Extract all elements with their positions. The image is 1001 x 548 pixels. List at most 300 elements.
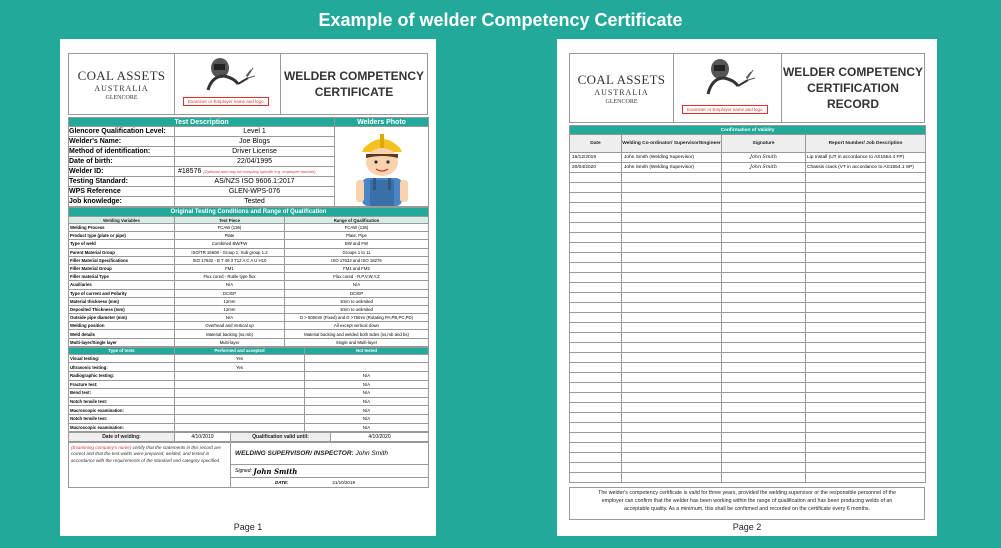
test-type: Visual testing: bbox=[69, 354, 175, 363]
validity-supervisor: John Smith (Welding Supervisor) bbox=[622, 163, 722, 173]
validity-signature bbox=[722, 203, 806, 213]
validity-report bbox=[806, 233, 926, 243]
condition-range: D > 500mm (Fixed) and D >75mm (Rotating PA,PB,PC,PD) bbox=[285, 314, 429, 322]
condition-test-piece: N/A bbox=[175, 281, 285, 289]
logo-line2: AUSTRALIA bbox=[94, 83, 149, 93]
validity-date: 16/12/2019 bbox=[570, 153, 622, 163]
validity-date bbox=[570, 233, 622, 243]
validity-report bbox=[806, 423, 926, 433]
validity-date bbox=[570, 423, 622, 433]
tests-body bbox=[69, 354, 429, 431]
validity-signature bbox=[722, 403, 806, 413]
condition-range: All except vertical down bbox=[285, 322, 429, 330]
validity-supervisor bbox=[622, 303, 722, 313]
validity-row bbox=[570, 353, 926, 363]
validity-supervisor bbox=[622, 273, 722, 283]
test-performed: Yes bbox=[175, 363, 305, 372]
validity-signature bbox=[722, 443, 806, 453]
tests-header: Type of tests bbox=[69, 347, 175, 354]
validity-row bbox=[570, 293, 926, 303]
logo-line1: COAL ASSETS bbox=[77, 67, 166, 83]
validity-date bbox=[570, 173, 622, 183]
validity-dates-table bbox=[68, 432, 429, 442]
validity-supervisor: John Smith (Welding Supervisor) bbox=[622, 153, 722, 163]
validity-report: Chassis crack (VT in accordance to AS1554.1 SP) bbox=[806, 163, 926, 173]
validity-row bbox=[570, 463, 926, 473]
validity-supervisor bbox=[622, 433, 722, 443]
tests-table bbox=[68, 347, 429, 432]
certification-table bbox=[68, 442, 429, 488]
condition-range: N/A bbox=[285, 281, 429, 289]
validity-date bbox=[570, 193, 622, 203]
condition-range: Plate, Pipe bbox=[285, 232, 429, 240]
condition-variable: Parent Material Group bbox=[69, 248, 175, 256]
validity-supervisor bbox=[622, 233, 722, 243]
validity-report bbox=[806, 303, 926, 313]
conditions-table bbox=[68, 207, 429, 347]
condition-range: Single and Multi-layer bbox=[285, 338, 429, 346]
condition-row bbox=[69, 330, 429, 338]
validity-supervisor bbox=[622, 383, 722, 393]
test-performed bbox=[175, 423, 305, 432]
condition-row bbox=[69, 248, 429, 256]
condition-variable: Multi-layer/Single layer bbox=[69, 338, 175, 346]
validity-signature bbox=[722, 183, 806, 193]
validity-date bbox=[570, 463, 622, 473]
validity-signature bbox=[722, 363, 806, 373]
validity-date bbox=[570, 273, 622, 283]
condition-variable: Type of current and Polarity bbox=[69, 289, 175, 297]
condition-row bbox=[69, 322, 429, 330]
test-performed bbox=[175, 389, 305, 398]
cond-header: Range of Qualification bbox=[285, 217, 429, 224]
validity-date bbox=[570, 223, 622, 233]
cond-header: Welding Variables bbox=[69, 217, 175, 224]
validity-supervisor bbox=[622, 373, 722, 383]
examiner-logo-placeholder: Examiner or Employer name and logo bbox=[682, 105, 768, 114]
condition-row bbox=[69, 232, 429, 240]
col-header: Date bbox=[570, 135, 622, 153]
condition-range: Material backing and welded both sides (ss,mb and bs) bbox=[285, 330, 429, 338]
condition-variable: Welding Process bbox=[69, 224, 175, 232]
validity-supervisor bbox=[622, 263, 722, 273]
condition-variable: Auxiliaries bbox=[69, 281, 175, 289]
welder-id-note: (Optional and may be company specific e.g. employee number) bbox=[203, 169, 316, 174]
condition-test-piece: Material backing (ss,mb) bbox=[175, 330, 285, 338]
validity-supervisor bbox=[622, 213, 722, 223]
validity-row bbox=[570, 333, 926, 343]
validity-date bbox=[570, 413, 622, 423]
validity-report bbox=[806, 213, 926, 223]
test-performed bbox=[175, 380, 305, 389]
validity-report bbox=[806, 313, 926, 323]
validity-signature bbox=[722, 323, 806, 333]
validity-row bbox=[570, 433, 926, 443]
validity-date bbox=[570, 283, 622, 293]
condition-test-piece: Combined BW/FW bbox=[175, 240, 285, 248]
confirmation-header: Confirmation of Validity bbox=[570, 126, 926, 135]
certificate-page-1 bbox=[60, 39, 436, 536]
condition-test-piece: ISO 17632 - B T 49 3 T12 A C A U H10 bbox=[175, 256, 285, 264]
welders-photo-header: Welders Photo bbox=[335, 118, 429, 127]
condition-variable: Filler Material Group bbox=[69, 264, 175, 272]
test-not-tested bbox=[305, 363, 429, 372]
condition-range: Flux cored - R,P,V,W,Y,Z bbox=[285, 273, 429, 281]
validity-report bbox=[806, 333, 926, 343]
validity-supervisor bbox=[622, 183, 722, 193]
validity-row bbox=[570, 223, 926, 233]
validity-row bbox=[570, 403, 926, 413]
inspector-block bbox=[231, 443, 429, 488]
validity-report bbox=[806, 263, 926, 273]
condition-range: FCAW (136) bbox=[285, 224, 429, 232]
valid-until-value: 4/10/2020 bbox=[331, 433, 429, 442]
condition-range: ISO 17632 and ISO 18276 bbox=[285, 256, 429, 264]
validity-row bbox=[570, 313, 926, 323]
validity-report bbox=[806, 383, 926, 393]
test-row bbox=[69, 389, 429, 398]
validity-row bbox=[570, 233, 926, 243]
test-performed bbox=[175, 414, 305, 423]
validity-date bbox=[570, 203, 622, 213]
detail-label: Welder ID: bbox=[69, 167, 175, 177]
condition-row bbox=[69, 240, 429, 248]
validity-report bbox=[806, 323, 926, 333]
validity-row bbox=[570, 273, 926, 283]
detail-value: Level 1 bbox=[175, 127, 335, 137]
validity-report: Lip Install (UT in accordance to AS1554.4 FP) bbox=[806, 153, 926, 163]
validity-date bbox=[570, 473, 622, 483]
validity-date bbox=[570, 453, 622, 463]
condition-test-piece: ISO/TR 15608 - Group 1, Sub group 1.2 bbox=[175, 248, 285, 256]
validity-signature bbox=[722, 253, 806, 263]
validity-signature bbox=[722, 313, 806, 323]
validity-row bbox=[570, 283, 926, 293]
validity-date bbox=[570, 213, 622, 223]
condition-variable: Welding position bbox=[69, 322, 175, 330]
condition-variable: Deposited Thickness (mm) bbox=[69, 305, 175, 313]
validity-report bbox=[806, 173, 926, 183]
test-row bbox=[69, 363, 429, 372]
validity-supervisor bbox=[622, 313, 722, 323]
validity-row bbox=[570, 263, 926, 273]
validity-row bbox=[570, 153, 926, 163]
test-not-tested: N/A bbox=[305, 423, 429, 432]
validity-signature: John Smith bbox=[722, 153, 806, 163]
welder-avatar-icon bbox=[336, 128, 428, 206]
detail-label: Testing Standard: bbox=[69, 177, 175, 187]
condition-row bbox=[69, 305, 429, 313]
col-header: Report Number/ Job Description bbox=[806, 135, 926, 153]
condition-row bbox=[69, 338, 429, 346]
date-of-welding-value: 4/10/2019 bbox=[175, 433, 231, 442]
detail-value: #18576 (Optional and may be company specific e.g. employee number) bbox=[175, 167, 335, 177]
validity-supervisor bbox=[622, 453, 722, 463]
welder-icon-box bbox=[674, 54, 782, 122]
validity-supervisor bbox=[622, 203, 722, 213]
validity-date bbox=[570, 313, 622, 323]
test-row bbox=[69, 380, 429, 389]
validity-row bbox=[570, 203, 926, 213]
validity-signature bbox=[722, 333, 806, 343]
validity-row bbox=[570, 173, 926, 183]
cond-header: Test Piece bbox=[175, 217, 285, 224]
page-number: Page 1 bbox=[233, 522, 263, 532]
test-not-tested: N/A bbox=[305, 397, 429, 406]
validity-supervisor bbox=[622, 463, 722, 473]
validity-report bbox=[806, 473, 926, 483]
validity-supervisor bbox=[622, 283, 722, 293]
detail-label: WPS Reference bbox=[69, 187, 175, 197]
valid-until-label: Qualification valid until: bbox=[231, 433, 331, 442]
validity-supervisor bbox=[622, 333, 722, 343]
validity-report bbox=[806, 253, 926, 263]
condition-test-piece: 12mm bbox=[175, 297, 285, 305]
company-logo bbox=[69, 54, 175, 114]
validity-report bbox=[806, 463, 926, 473]
test-row bbox=[69, 406, 429, 415]
validity-report bbox=[806, 433, 926, 443]
validity-supervisor bbox=[622, 473, 722, 483]
validity-report bbox=[806, 403, 926, 413]
validity-row bbox=[570, 413, 926, 423]
validity-date bbox=[570, 443, 622, 453]
validity-row bbox=[570, 213, 926, 223]
test-type: Notch tensile test: bbox=[69, 414, 175, 423]
test-row bbox=[69, 372, 429, 381]
validity-report bbox=[806, 353, 926, 363]
validity-row bbox=[570, 193, 926, 203]
test-performed: Yes bbox=[175, 354, 305, 363]
condition-variable: Material thickness (mm) bbox=[69, 297, 175, 305]
validity-report bbox=[806, 453, 926, 463]
validity-signature bbox=[722, 293, 806, 303]
validity-date bbox=[570, 403, 622, 413]
validity-supervisor bbox=[622, 243, 722, 253]
validity-report bbox=[806, 413, 926, 423]
condition-test-piece: FM1 bbox=[175, 264, 285, 272]
welder-icon bbox=[198, 54, 258, 94]
test-description-header: Test Description bbox=[69, 118, 335, 127]
test-type: Macroscopic examination: bbox=[69, 423, 175, 432]
certificate-title: WELDER COMPETENCY CERTIFICATE bbox=[283, 68, 424, 99]
test-not-tested: N/A bbox=[305, 389, 429, 398]
condition-variable: Filler material Type bbox=[69, 273, 175, 281]
validity-row bbox=[570, 323, 926, 333]
logo-line1: COAL ASSETS bbox=[577, 71, 666, 87]
validity-section bbox=[569, 125, 925, 483]
validity-signature bbox=[722, 173, 806, 183]
validity-signature bbox=[722, 383, 806, 393]
validity-row bbox=[570, 303, 926, 313]
validity-signature bbox=[722, 463, 806, 473]
validity-row bbox=[570, 443, 926, 453]
validity-supervisor bbox=[622, 343, 722, 353]
record-title: WELDER COMPETENCY CERTIFICATION RECORD bbox=[782, 64, 923, 112]
date-of-welding-label: Date of welding: bbox=[69, 433, 175, 442]
conditions-body bbox=[69, 224, 429, 347]
detail-label: Method of identification: bbox=[69, 147, 175, 157]
test-row bbox=[69, 423, 429, 432]
validity-supervisor bbox=[622, 193, 722, 203]
validity-signature bbox=[722, 233, 806, 243]
validity-supervisor bbox=[622, 443, 722, 453]
validity-report bbox=[806, 293, 926, 303]
validity-date: 20/04/2020 bbox=[570, 163, 622, 173]
logo-line3: GLENCORE bbox=[605, 98, 638, 105]
validity-signature bbox=[722, 453, 806, 463]
sign-date: 21/10/2019 bbox=[332, 480, 355, 486]
validity-report bbox=[806, 223, 926, 233]
validity-supervisor bbox=[622, 323, 722, 333]
test-type: Notch tensile test: bbox=[69, 397, 175, 406]
detail-value: GLEN-WPS-076 bbox=[175, 187, 335, 197]
validity-row bbox=[570, 343, 926, 353]
logo-line2: AUSTRALIA bbox=[594, 87, 649, 97]
validity-signature bbox=[722, 213, 806, 223]
condition-test-piece: Plate bbox=[175, 232, 285, 240]
date-label: DATE: bbox=[275, 480, 289, 486]
test-not-tested bbox=[305, 354, 429, 363]
tests-header: Performed and accepted bbox=[175, 347, 305, 354]
validity-report bbox=[806, 283, 926, 293]
validity-row bbox=[570, 373, 926, 383]
validity-row bbox=[570, 363, 926, 373]
test-type: Radiographic testing: bbox=[69, 372, 175, 381]
detail-label: Welder's Name: bbox=[69, 137, 175, 147]
validity-report bbox=[806, 183, 926, 193]
validity-signature: John Smith bbox=[722, 163, 806, 173]
condition-row bbox=[69, 273, 429, 281]
validity-report bbox=[806, 243, 926, 253]
validity-date bbox=[570, 383, 622, 393]
validity-table bbox=[569, 125, 926, 483]
validity-row bbox=[570, 383, 926, 393]
condition-test-piece: Overhead and Vertical up bbox=[175, 322, 285, 330]
validity-signature bbox=[722, 433, 806, 443]
test-row bbox=[69, 354, 429, 363]
welder-photo bbox=[335, 127, 429, 207]
test-not-tested: N/A bbox=[305, 414, 429, 423]
page-number: Page 2 bbox=[732, 522, 762, 532]
test-type: Bend test: bbox=[69, 389, 175, 398]
test-row bbox=[69, 414, 429, 423]
validity-date bbox=[570, 303, 622, 313]
validity-supervisor bbox=[622, 353, 722, 363]
validity-signature bbox=[722, 343, 806, 353]
test-type: Fracture test: bbox=[69, 380, 175, 389]
validity-date bbox=[570, 363, 622, 373]
validity-signature bbox=[722, 473, 806, 483]
validity-row bbox=[570, 393, 926, 403]
inspector-name: John Smith bbox=[355, 450, 389, 458]
welder-icon-box bbox=[175, 54, 281, 114]
welder-icon bbox=[698, 54, 758, 98]
validity-report bbox=[806, 393, 926, 403]
validity-report bbox=[806, 443, 926, 453]
condition-range: 3mm to unlimited bbox=[285, 305, 429, 313]
certificate-page-2 bbox=[557, 39, 937, 536]
condition-variable: Product type (plate or pipe) bbox=[69, 232, 175, 240]
validity-date bbox=[570, 323, 622, 333]
detail-label: Job knowledge: bbox=[69, 197, 175, 207]
certificate-header bbox=[68, 53, 428, 115]
test-row bbox=[69, 397, 429, 406]
condition-test-piece: Flux cored - Rutile type flux bbox=[175, 273, 285, 281]
condition-row bbox=[69, 281, 429, 289]
validity-footer-note: The welder's competency certificate is valid for three years, provided the welding supervisor or the responsible personnel of the employer can confirm that the welder has been working within the range of qualification and has been producing welds of an acceptable quality. As a minimum, this shall be confirmed and recorded on the certificate every 6 months. bbox=[569, 487, 925, 520]
condition-range: BW and FW bbox=[285, 240, 429, 248]
validity-report bbox=[806, 343, 926, 353]
validity-supervisor bbox=[622, 413, 722, 423]
validity-date bbox=[570, 183, 622, 193]
validity-body bbox=[570, 153, 926, 483]
condition-row bbox=[69, 224, 429, 232]
record-header bbox=[569, 53, 925, 123]
validity-supervisor bbox=[622, 403, 722, 413]
condition-range: 3mm to unlimited bbox=[285, 297, 429, 305]
validity-report bbox=[806, 193, 926, 203]
original-conditions-header: Original Testing Conditions and Range of Qualification bbox=[69, 208, 429, 217]
condition-variable: Weld details bbox=[69, 330, 175, 338]
validity-row bbox=[570, 453, 926, 463]
validity-signature bbox=[722, 193, 806, 203]
validity-supervisor bbox=[622, 223, 722, 233]
detail-value: Tested bbox=[175, 197, 335, 207]
col-header: Welding Co-ordinator/ Supervisor/Engineer bbox=[622, 135, 722, 153]
validity-date bbox=[570, 263, 622, 273]
validity-date bbox=[570, 293, 622, 303]
detail-label: Date of birth: bbox=[69, 157, 175, 167]
page-banner: Example of welder Competency Certificate bbox=[318, 10, 683, 30]
condition-variable: Type of weld bbox=[69, 240, 175, 248]
condition-test-piece: 12mm bbox=[175, 305, 285, 313]
company-logo bbox=[570, 54, 674, 122]
certification-statement: (Examining company's name) certify that the statements in this record are correct and that the test welds were prepared, welded, and tested in accordance with the requirements of the standard and category specified. bbox=[69, 443, 231, 488]
logo-line3: GLENCORE bbox=[105, 94, 138, 101]
test-performed bbox=[175, 406, 305, 415]
signed-label: Signed: bbox=[235, 468, 252, 475]
condition-range: DC/EP bbox=[285, 289, 429, 297]
condition-range: Groups 1 to 11 bbox=[285, 248, 429, 256]
validity-row bbox=[570, 253, 926, 263]
validity-signature bbox=[722, 423, 806, 433]
test-type: Ultrasonic testing: bbox=[69, 363, 175, 372]
validity-row bbox=[570, 243, 926, 253]
condition-row bbox=[69, 314, 429, 322]
validity-signature bbox=[722, 353, 806, 363]
validity-row bbox=[570, 183, 926, 193]
detail-label: Glencore Qualification Level: bbox=[69, 127, 175, 137]
validity-date bbox=[570, 343, 622, 353]
tests-header: Not tested bbox=[305, 347, 429, 354]
validity-supervisor bbox=[622, 293, 722, 303]
validity-report bbox=[806, 273, 926, 283]
signature: John Smith bbox=[253, 466, 298, 476]
validity-signature bbox=[722, 263, 806, 273]
validity-date bbox=[570, 433, 622, 443]
condition-row bbox=[69, 256, 429, 264]
inspector-label: WELDING SUPERVISOR/ INSPECTOR: bbox=[235, 450, 354, 458]
validity-supervisor bbox=[622, 393, 722, 403]
validity-signature bbox=[722, 393, 806, 403]
test-performed bbox=[175, 372, 305, 381]
examiner-logo-placeholder: Examiner or Employer name and logo bbox=[183, 97, 269, 106]
validity-date bbox=[570, 393, 622, 403]
validity-date bbox=[570, 253, 622, 263]
validity-supervisor bbox=[622, 363, 722, 373]
validity-row bbox=[570, 423, 926, 433]
